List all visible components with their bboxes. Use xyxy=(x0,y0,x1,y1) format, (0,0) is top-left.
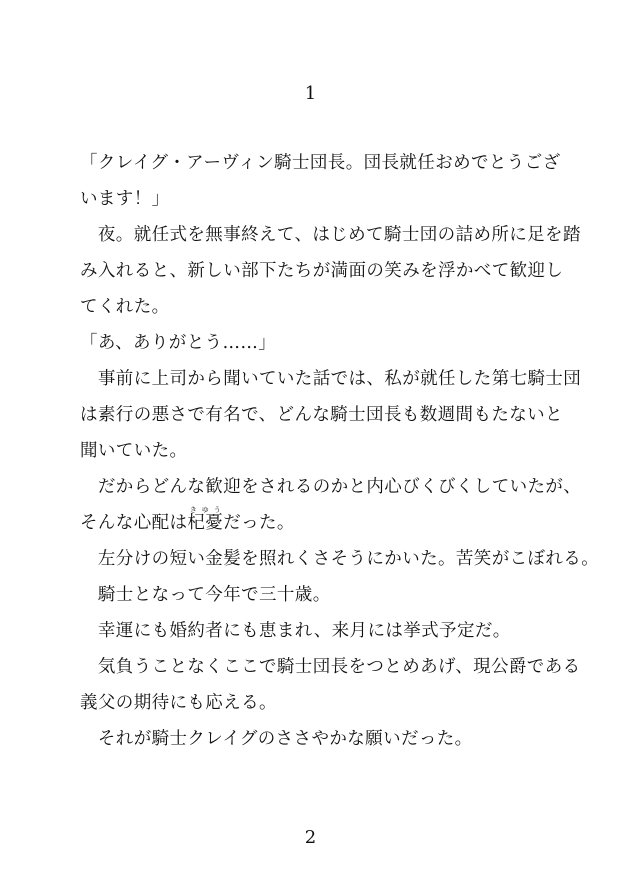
ruby-base: 杞憂 xyxy=(187,513,224,533)
text-line: 聞いていた。 xyxy=(80,441,188,461)
ruby-line-before: そんな心配は xyxy=(80,513,188,533)
ruby-line-after: だった。 xyxy=(223,513,295,533)
text-line: 「クレイグ・アーヴィン騎士団長。団長就任おめでとうござ xyxy=(80,153,561,173)
text-line: それが騎士クレイグのささやかな願いだった。 xyxy=(80,729,473,749)
text-line: 左分けの短い金髪を照れくさそうにかいた。苦笑がこぼれる。 xyxy=(80,549,600,569)
text-line: います！」 xyxy=(80,189,170,209)
text-line: 幸運にも婚約者にも恵まれ、来月には挙式予定だ。 xyxy=(80,621,511,641)
text-line-with-ruby xyxy=(80,505,560,541)
text-line: 騎士となって今年で三十歳。 xyxy=(80,585,331,605)
text-line: 「あ、ありがとう……」 xyxy=(80,333,277,353)
text-line: てくれた。 xyxy=(80,297,170,317)
text-line: だからどんな歓迎をされるのかと内心びくびくしていたが、 xyxy=(80,477,582,497)
page-number: 2 xyxy=(304,827,317,848)
ruby-word xyxy=(187,506,224,533)
ruby-reading: きゆう xyxy=(187,506,224,514)
text-line: 気負うことなくここで騎士団長をつとめあげ、現公爵である xyxy=(80,657,581,677)
text-line: み入れると、新しい部下たちが満面の笑みを浮かべて歓迎し xyxy=(80,261,564,281)
text-line: 夜。就任式を無事終えて、はじめて騎士団の詰め所に足を踏 xyxy=(80,225,581,245)
chapter-number: 1 xyxy=(304,83,317,104)
body-text xyxy=(80,145,600,757)
text-line: 義父の期待にも応える。 xyxy=(80,693,277,713)
text-line: は素行の悪さで有名で、どんな騎士団長も数週間もたないと xyxy=(80,405,563,425)
text-line: 事前に上司から聞いていた話では、私が就任した第七騎士団 xyxy=(80,369,582,389)
